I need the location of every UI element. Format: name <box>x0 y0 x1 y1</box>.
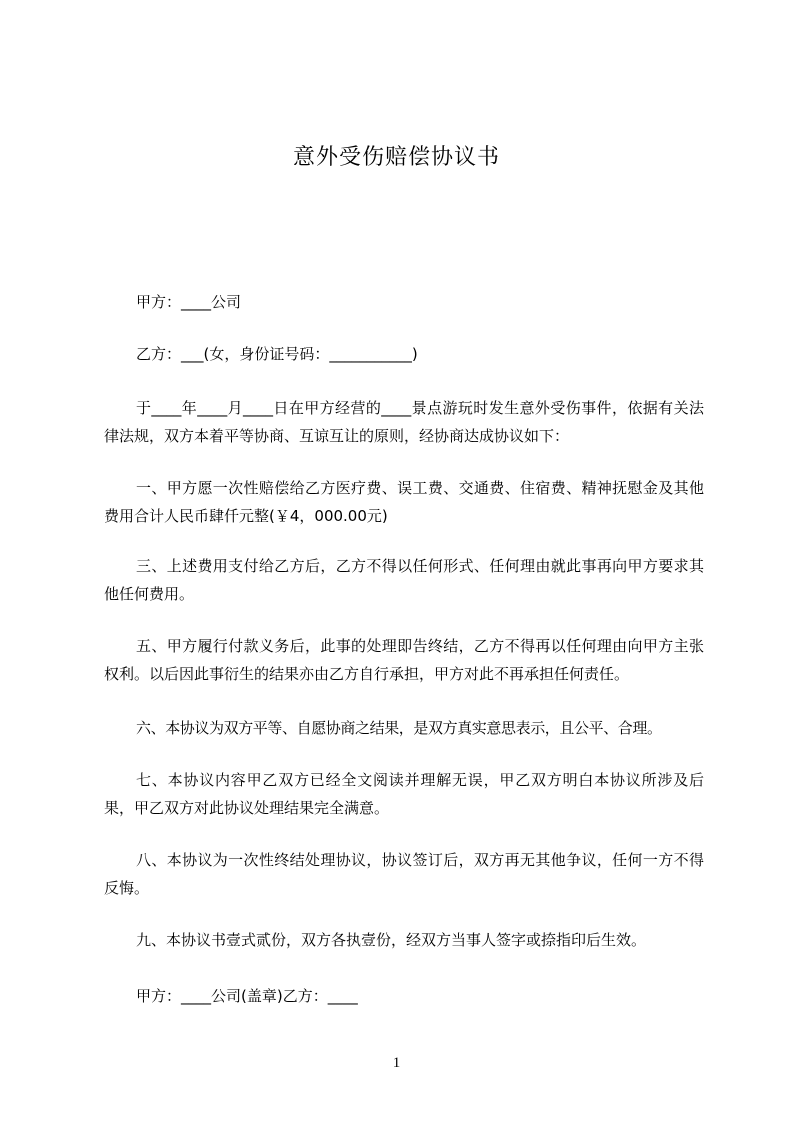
party-a-line: 甲方：____公司 <box>136 293 242 311</box>
clause-5: 五、甲方履行付款义务后，此事的处理即告终结，乙方不得再以任何理由向甲方主张权利。以后因此事衍生的结果亦由乙方自行承担，甲方对此不再承担任何责任。 <box>104 637 704 683</box>
clause-7: 七、本协议内容甲乙双方已经全文阅读并理解无误，甲乙双方明白本协议所涉及后果，甲乙双方对此协议处理结果完全满意。 <box>104 771 704 817</box>
party-b-line: 乙方：___(女，身份证号码：___________) <box>136 345 418 363</box>
signature-line: 甲方：____公司(盖章)乙方：____ <box>136 987 358 1005</box>
intro-paragraph: 于____年____月____日在甲方经营的____景点游玩时发生意外受伤事件，依据有关法律法规，双方本着平等协商、互谅互让的原则，经协商达成协议如下： <box>104 399 704 445</box>
clause-6: 六、本协议为双方平等、自愿协商之结果，是双方真实意思表示，且公平、合理。 <box>136 719 662 737</box>
page-number: 1 <box>392 1055 401 1071</box>
clause-1: 一、甲方愿一次性赔偿给乙方医疗费、误工费、交通费、住宿费、精神抚慰金及其他费用合计人民币肆仟元整(￥4，000.00元) <box>104 479 704 525</box>
clause-3: 三、上述费用支付给乙方后，乙方不得以任何形式、任何理由就此事再向甲方要求其他任何费用。 <box>104 557 704 603</box>
document-title: 意外受伤赔偿协议书 <box>292 145 500 170</box>
clause-9: 九、本协议书壹式贰份，双方各执壹份，经双方当事人签字或捺指印后生效。 <box>136 931 647 949</box>
clause-8: 八、本协议为一次性终结处理协议，协议签订后，双方再无其他争议，任何一方不得反悔。 <box>104 851 704 897</box>
